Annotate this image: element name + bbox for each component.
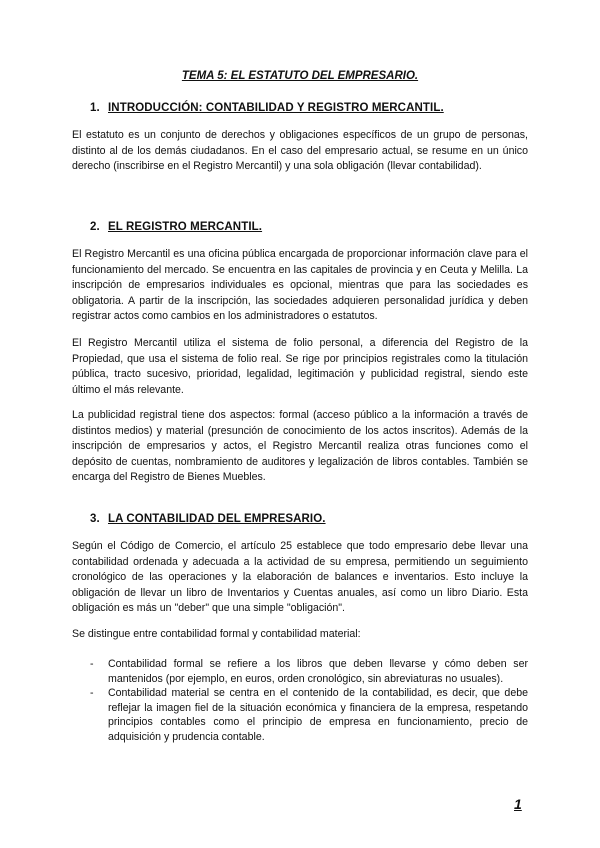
list-item-text: Contabilidad material se centra en el contenido de la contabilidad, es decir, que debe reflejar la imagen fiel de la situación económica y financiera de la empresa, respetando principios contables como el principio de empresa en funcionamiento, precio de adquisición y prudencia contable. — [108, 687, 528, 743]
list-item — [90, 657, 528, 686]
page-number: 1 — [514, 796, 522, 812]
paragraph: Se distingue entre contabilidad formal y contabilidad material: — [72, 628, 361, 640]
section-heading-registro-mercantil — [90, 221, 262, 233]
contabilidad-list — [90, 657, 528, 745]
section-title: INTRODUCCIÓN: CONTABILIDAD Y REGISTRO MERCANTIL. — [108, 102, 444, 114]
paragraph: El Registro Mercantil es una oficina pública encargada de proporcionar información clave para el funcionamiento del mercado. Se encuentra en las capitales de provincia y en Ceuta y Melilla. La inscripción de empresarios individuales es opcional, mientras que para las sociedades es obligatoria. A partir de la inscripción, las sociedades adquieren personalidad jurídica y deben registrar actos como cambios en los administradores o estatutos. — [72, 248, 528, 323]
paragraph: Según el Código de Comercio, el artículo 25 establece que todo empresario debe llevar una contabilidad ordenada y adecuada a la actividad de su empresa, permitiendo un seguimiento cronológico de las operaciones y la elaboración de balances e inventarios. Esto incluye la obligación de llevar un libro de Inventarios y Cuentas anuales, así como un libro Diario. Esta obligación es más un "deber" que una simple "obligación". — [72, 540, 528, 615]
document-title: TEMA 5: EL ESTATUTO DEL EMPRESARIO. — [181, 70, 419, 82]
paragraph: El Registro Mercantil utiliza el sistema de folio personal, a diferencia del Registro de la Propiedad, que usa el sistema de folio real. Se rige por principios registrales como la titulación pública, tracto sucesivo, prioridad, legalidad, legitimación y publicidad registral, siendo este último el más relevante. — [72, 337, 528, 396]
list-item — [90, 686, 528, 744]
list-bullet: - — [90, 687, 94, 700]
section-title: LA CONTABILIDAD DEL EMPRESARIO. — [108, 513, 326, 525]
section-heading-introduccion — [90, 102, 444, 114]
section-number: 2. — [90, 221, 100, 233]
section-number: 3. — [90, 513, 100, 525]
list-bullet: - — [90, 658, 94, 670]
section-title: EL REGISTRO MERCANTIL. — [108, 221, 263, 233]
paragraph: El estatuto es un conjunto de derechos y obligaciones específicos de un grupo de personas, distinto al de los demás ciudadanos. En el caso del empresario actual, se resume en un único derecho (inscribirse en el Registro Mercantil) y una sola obligación (llevar contabilidad). — [72, 129, 528, 173]
section-number: 1. — [90, 102, 100, 114]
section-heading-contabilidad — [90, 513, 326, 525]
paragraph: La publicidad registral tiene dos aspectos: formal (acceso público a la información a través de distintos medios) y material (presunción de conocimiento de los actos inscritos). Además de la inscripción de empresarios y actos, el Registro Mercantil realiza otras funciones como el depósito de cuentas, nombramiento de auditores y legalización de libros contables. También se encarga del Registro de Bienes Muebles. — [72, 409, 528, 484]
list-item-text: Contabilidad formal se refiere a los libros que deben llevarse y cómo deben ser mantenidos (por ejemplo, en euros, orden cronológico, sin abreviaturas no usuales). — [108, 658, 528, 685]
